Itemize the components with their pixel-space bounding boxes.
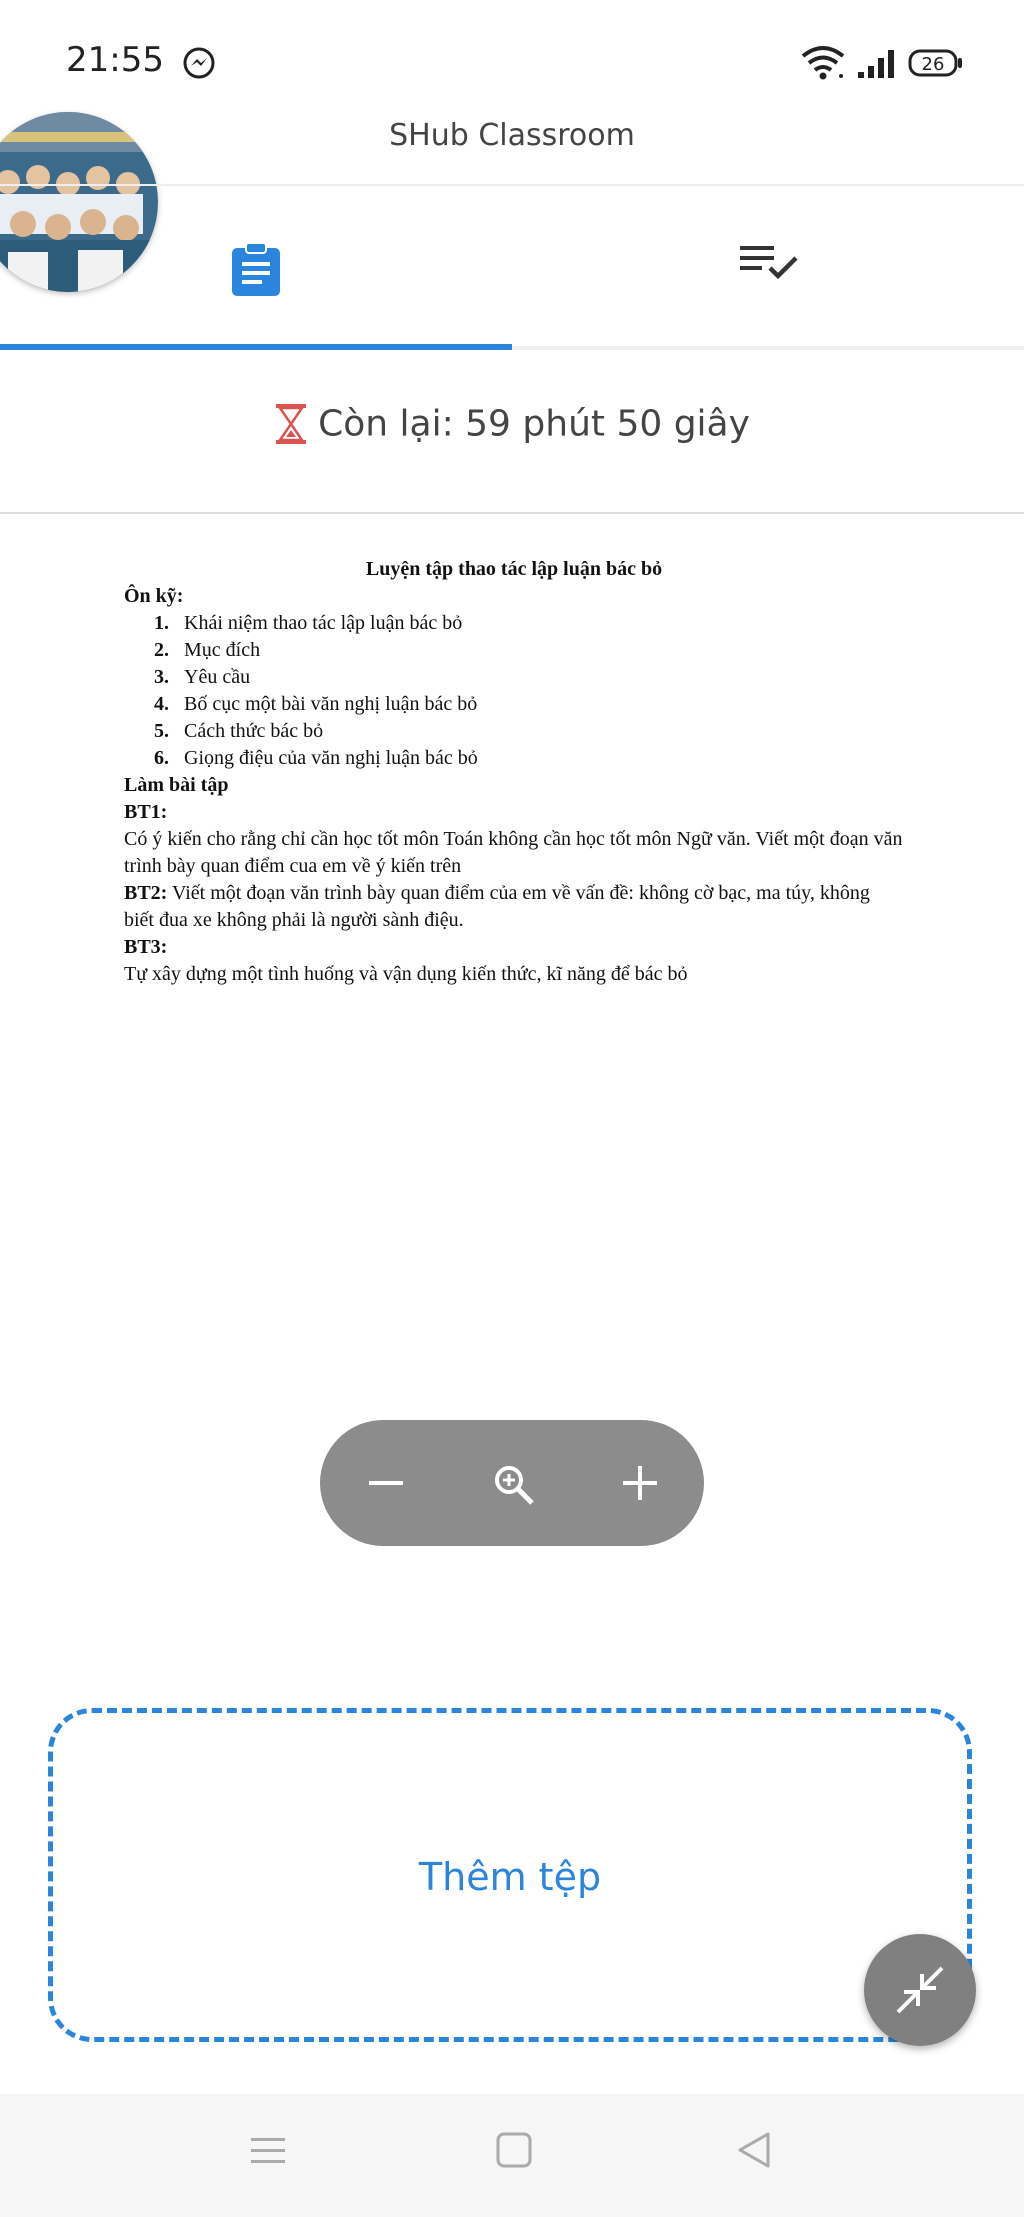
- zoom-reset-icon: [492, 1463, 536, 1507]
- zoom-controls: [320, 1420, 704, 1546]
- review-item: 4. Bố cục một bài văn nghị luận bác bỏ: [174, 691, 904, 718]
- timer-label: Còn lại:: [318, 403, 454, 445]
- zoom-reset-button[interactable]: [462, 1420, 562, 1546]
- countdown-timer: [0, 402, 1024, 445]
- add-file-label: Thêm tệp: [418, 1855, 602, 1899]
- review-item: 6. Giọng điệu của văn nghị luận bác bỏ: [174, 745, 904, 772]
- add-file-dropzone[interactable]: [48, 1708, 972, 2042]
- messenger-icon: [182, 46, 216, 80]
- bt2-text: Viết một đoạn văn trình bày quan điểm của em về vấn đề: không cờ bạc, ma túy, không biết đua xe không phải là người sành điệu.: [124, 882, 870, 931]
- minimize-icon: [892, 1962, 948, 2018]
- minimize-button[interactable]: [864, 1934, 976, 2046]
- minus-icon: [366, 1463, 406, 1503]
- clipboard-icon: [230, 242, 282, 298]
- hourglass-icon: [274, 403, 308, 445]
- exercise-heading: Làm bài tập: [124, 774, 229, 796]
- plus-icon: [620, 1463, 660, 1503]
- bt2-label: BT2:: [124, 882, 168, 904]
- signal-icon: [856, 48, 896, 80]
- battery-icon: [908, 48, 964, 78]
- checklist-icon: [738, 242, 802, 282]
- review-item: 5. Cách thức bác bỏ: [174, 718, 904, 745]
- assignment-document: [124, 556, 904, 988]
- review-item: 2. Mục đích: [174, 637, 904, 664]
- bt3-text: Tự xây dựng một tình huống và vận dụng kiến thức, kĩ năng để bác bỏ: [124, 963, 688, 985]
- back-icon[interactable]: [734, 2130, 774, 2170]
- review-heading: Ôn kỹ:: [124, 585, 184, 607]
- status-time: 21:55: [66, 40, 164, 80]
- zoom-out-button[interactable]: [336, 1420, 436, 1546]
- bt1-text: Có ý kiến cho rằng chỉ cần học tốt môn Toán không cần học tốt môn Ngữ văn. Viết một đoạn văn trình bày quan điểm cua em về ý kiến trên: [124, 828, 903, 877]
- bt1-label: BT1:: [124, 801, 168, 823]
- system-nav-bar: [0, 2094, 1024, 2217]
- document-title: Luyện tập thao tác lập luận bác bỏ: [365, 558, 663, 580]
- review-item: 1. Khái niệm thao tác lập luận bác bỏ: [174, 610, 904, 637]
- tab-checklist[interactable]: [512, 186, 1024, 346]
- battery-level: 26: [921, 54, 945, 75]
- bt3-label: BT3:: [124, 936, 168, 958]
- tab-indicator: [0, 344, 512, 350]
- status-bar: [0, 0, 1024, 120]
- home-icon[interactable]: [494, 2130, 534, 2170]
- timer-value: 59 phút 50 giây: [465, 403, 750, 445]
- timer-divider: [0, 512, 1024, 514]
- zoom-in-button[interactable]: [590, 1420, 690, 1546]
- bt2-paragraph: [124, 880, 904, 934]
- wifi-icon: [800, 44, 846, 82]
- menu-icon[interactable]: [248, 2130, 288, 2170]
- app-title: SHub Classroom: [389, 118, 635, 153]
- review-list: [124, 610, 904, 772]
- review-item: 3. Yêu cầu: [174, 664, 904, 691]
- tab-assignment[interactable]: [0, 186, 512, 346]
